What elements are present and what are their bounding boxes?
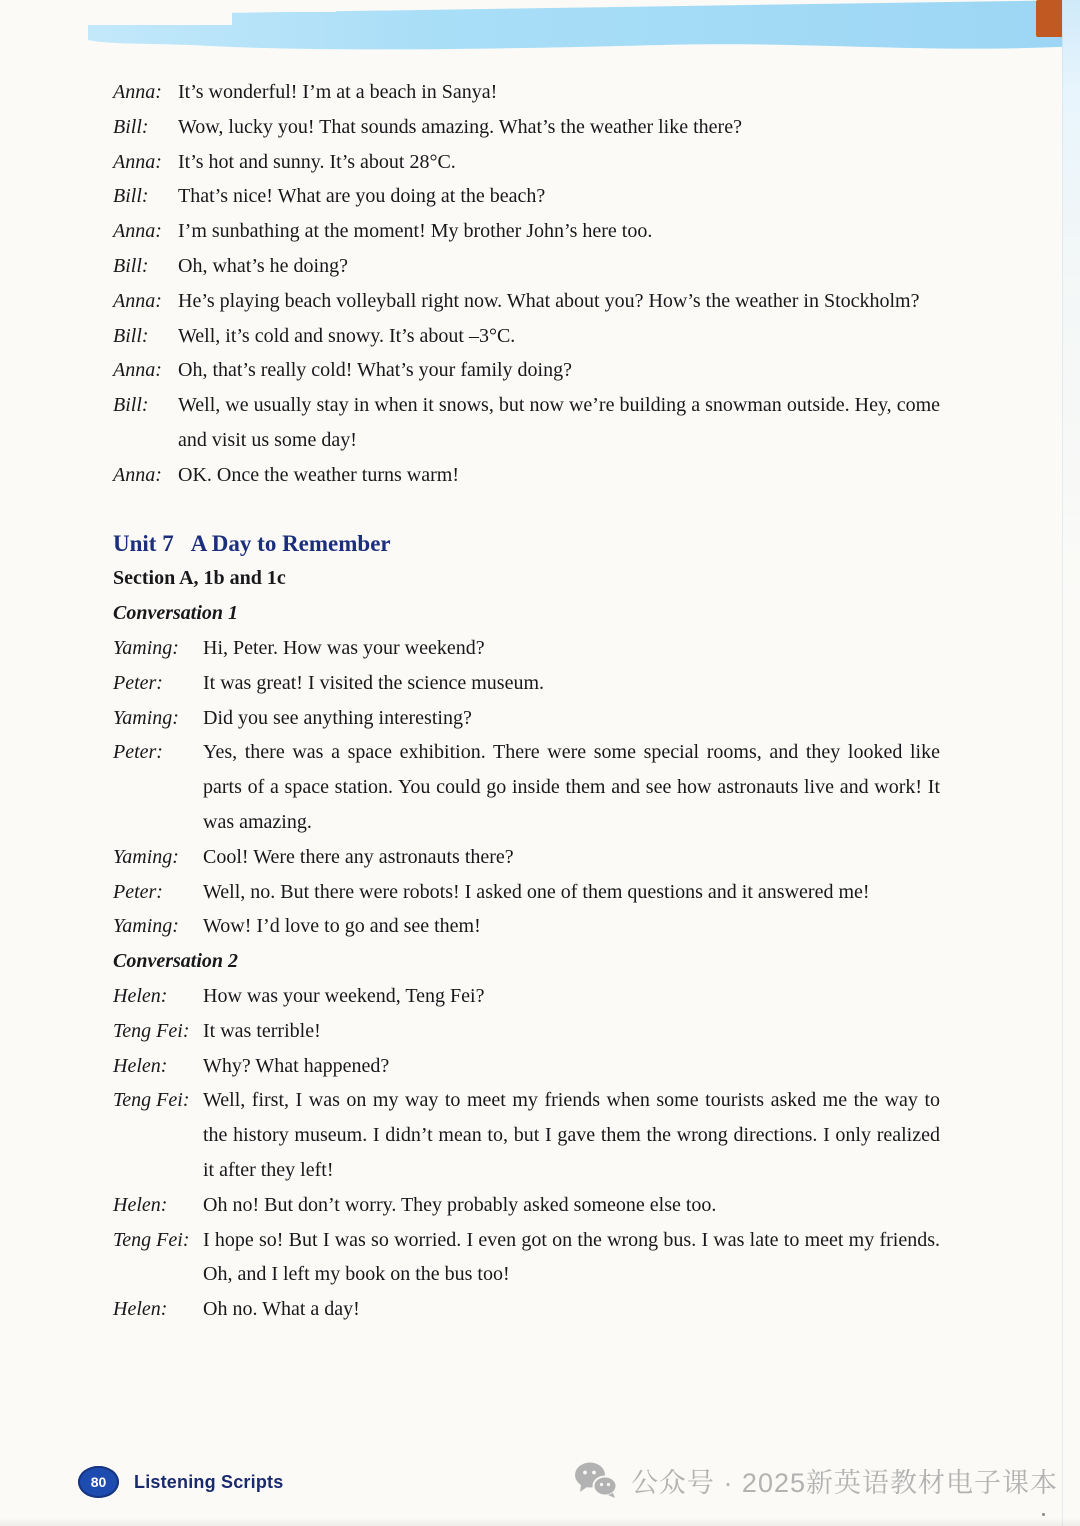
speaker-label: Yaming:	[113, 915, 179, 938]
section-heading: Section A, 1b and 1c	[113, 567, 286, 590]
conversation1	[113, 631, 940, 944]
dialogue-line	[113, 840, 940, 875]
page-number-badge	[78, 1466, 119, 1498]
dialogue-text: Yes, there was a space exhibition. There were some special rooms, and they looked like parts of a space station. You could go inside them and see how astronauts live and work! It was amazing.	[203, 741, 940, 833]
conversation2	[113, 979, 940, 1327]
dialogue-line	[113, 735, 940, 839]
dialogue-line	[113, 145, 940, 180]
speaker-label: Bill:	[113, 254, 149, 277]
dialogue-text: Wow, lucky you! That sounds amazing. What’s the weather like there?	[178, 115, 742, 138]
cloud-notch	[86, 0, 232, 25]
dialogue-text: Oh, what’s he doing?	[178, 254, 348, 277]
listening-script-page	[113, 75, 940, 1327]
watermark-text: 公众号 · 2025新英语教材电子课本	[630, 1467, 1058, 1498]
dialogue-text: Oh, that’s really cold! What’s your family doing?	[178, 359, 572, 382]
speaker-label: Peter:	[113, 671, 163, 694]
dialogue-text: Did you see anything interesting?	[203, 706, 472, 729]
speaker-label: Anna:	[113, 463, 162, 486]
dialogue-text: It’s wonderful! I’m at a beach in Sanya!	[178, 81, 498, 103]
dialogue-line	[113, 701, 940, 736]
dialogue-anna-bill	[113, 75, 940, 493]
dialogue-line	[113, 1014, 940, 1049]
dialogue-text: Why? What happened?	[203, 1054, 390, 1077]
speaker-label: Bill:	[113, 394, 149, 417]
dialogue-text: I’m sunbathing at the moment! My brother John’s here too.	[178, 220, 653, 243]
unit-title: A Day to Remember	[190, 530, 391, 556]
dialogue-text: Wow! I’d love to go and see them!	[203, 915, 481, 938]
dialogue-text: It’s hot and sunny. It’s about 28°C.	[178, 150, 456, 173]
dialogue-text: Oh no. What a day!	[203, 1298, 360, 1321]
speaker-label: Peter:	[113, 741, 163, 764]
speaker-label: Anna:	[113, 150, 162, 173]
dialogue-line	[113, 458, 940, 493]
scan-speck	[1042, 1513, 1045, 1516]
dialogue-line	[113, 1292, 940, 1327]
speaker-label: Teng Fei:	[113, 1089, 190, 1112]
speaker-label: Teng Fei:	[113, 1228, 190, 1251]
dialogue-line	[113, 353, 940, 388]
conversation1-title: Conversation 1	[113, 602, 239, 625]
dialogue-text: That’s nice! What are you doing at the beach?	[178, 185, 546, 208]
speaker-label: Peter:	[113, 880, 163, 903]
dialogue-line	[113, 1188, 940, 1223]
dialogue-text: Well, we usually stay in when it snows, but now we’re building a snowman outside. Hey, come and visit us some day!	[178, 394, 940, 451]
dialogue-line	[113, 1083, 940, 1187]
dialogue-line	[113, 1223, 940, 1293]
dialogue-text: It was great! I visited the science museum.	[203, 671, 544, 694]
speaker-label: Yaming:	[113, 706, 179, 729]
dialogue-line	[113, 214, 940, 249]
page-footer	[78, 1466, 283, 1498]
footer-section-label: Listening Scripts	[134, 1471, 284, 1492]
cloud-notch	[232, 0, 336, 12]
unit-heading	[113, 527, 940, 562]
dialogue-line	[113, 979, 940, 1014]
dialogue-line	[113, 284, 940, 319]
page-bottom-shade	[0, 1518, 1080, 1526]
unit-number: Unit 7	[113, 530, 174, 556]
dialogue-line	[113, 1049, 940, 1084]
dialogue-text: Cool! Were there any astronauts there?	[203, 845, 514, 868]
speaker-label: Bill:	[113, 115, 149, 138]
sky-band-graphic	[0, 0, 1080, 72]
dialogue-line	[113, 75, 940, 110]
speaker-label: Yaming:	[113, 845, 179, 868]
dialogue-text: It was terrible!	[203, 1019, 321, 1042]
wechat-icon	[573, 1460, 619, 1500]
dialogue-text: Well, no. But there were robots! I asked one of them questions and it answered me!	[203, 880, 870, 903]
conversation2-title: Conversation 2	[113, 950, 239, 973]
orange-corner-tab	[1036, 0, 1063, 37]
page-number: 80	[90, 1474, 107, 1490]
speaker-label: Bill:	[113, 324, 149, 347]
speaker-label: Helen:	[113, 1193, 168, 1216]
dialogue-text: Hi, Peter. How was your weekend?	[203, 636, 485, 659]
speaker-label: Anna:	[113, 359, 162, 382]
speaker-label: Yaming:	[113, 636, 179, 659]
dialogue-text: Oh no! But don’t worry. They probably asked someone else too.	[203, 1193, 717, 1216]
dialogue-text: Well, first, I was on my way to meet my friends when some tourists asked me the way to the history museum. I didn’t mean to, but I gave them the wrong directions. I only realized it after they left!	[203, 1089, 940, 1181]
speaker-label: Anna:	[113, 81, 162, 103]
dialogue-line	[113, 666, 940, 701]
speaker-label: Helen:	[113, 1054, 168, 1077]
dialogue-line	[113, 631, 940, 666]
dialogue-line	[113, 909, 940, 944]
page-header-graphic	[0, 0, 1080, 72]
dialogue-text: OK. Once the weather turns warm!	[178, 463, 460, 486]
dialogue-text: Well, it’s cold and snowy. It’s about –3°C.	[178, 324, 516, 347]
dialogue-line	[113, 388, 940, 458]
dialogue-line	[113, 875, 940, 910]
dialogue-line	[113, 249, 940, 284]
page-edge-strip	[1062, 0, 1080, 1526]
speaker-label: Teng Fei:	[113, 1019, 190, 1042]
speaker-label: Bill:	[113, 185, 149, 208]
dialogue-line	[113, 179, 940, 214]
watermark	[573, 1460, 1058, 1500]
speaker-label: Anna:	[113, 289, 162, 312]
speaker-label: Helen:	[113, 984, 168, 1007]
dialogue-line	[113, 319, 940, 354]
dialogue-text: I hope so! But I was so worried. I even got on the wrong bus. I was late to meet my friends. Oh, and I left my book on the bus too!	[203, 1228, 940, 1286]
speaker-label: Anna:	[113, 220, 162, 243]
dialogue-text: He’s playing beach volleyball right now. What about you? How’s the weather in Stockholm?	[178, 289, 920, 312]
dialogue-text: How was your weekend, Teng Fei?	[203, 984, 485, 1007]
speaker-label: Helen:	[113, 1298, 168, 1321]
dialogue-line	[113, 110, 940, 145]
